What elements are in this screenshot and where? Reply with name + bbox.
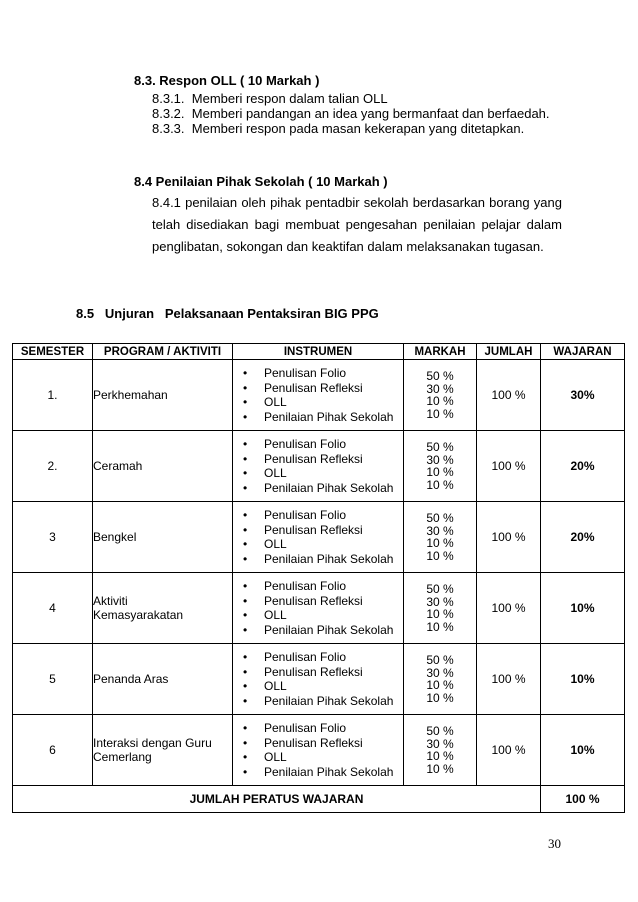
wajaran-cell: 30%	[541, 360, 625, 431]
table-row	[13, 573, 625, 644]
jumlah-cell: 100 %	[477, 644, 541, 715]
paragraph-line: 8.4.1 penilaian oleh pihak pentadbir sekolah berdasarkan borang yang	[152, 195, 562, 210]
bullet-icon: •	[243, 622, 248, 637]
paragraph-line: penglibatan, sokongan dan keaktifan dalam melaksanakan tugasan.	[152, 239, 544, 254]
header-semester: SEMESTER	[13, 344, 93, 360]
instrumen-item: • Penulisan Refleksi	[243, 735, 363, 750]
bullet-icon: •	[243, 537, 248, 551]
bullet-icon: •	[243, 366, 248, 380]
wajaran-cell: 10%	[541, 573, 625, 644]
program-line: Cemerlang	[93, 750, 152, 764]
section-8-4-title: 8.4 Penilaian Pihak Sekolah ( 10 Markah )	[134, 174, 388, 189]
header-jumlah: JUMLAH	[477, 344, 541, 360]
bullet-icon: •	[243, 650, 248, 664]
semester-cell: 2.	[13, 431, 93, 502]
program-cell: Penanda Aras	[93, 644, 233, 715]
markah-value: 50 %	[426, 582, 454, 596]
jumlah-cell: 100 %	[477, 360, 541, 431]
instrumen-item: • Penilaian Pihak Sekolah	[243, 622, 394, 637]
wajaran-cell: 10%	[541, 644, 625, 715]
instrumen-item: • Penilaian Pihak Sekolah	[243, 764, 394, 779]
list-item	[152, 91, 388, 106]
bullet-icon: •	[243, 608, 248, 622]
instrumen-item: • Penulisan Folio	[243, 650, 347, 664]
markah-value: 10 %	[426, 690, 454, 705]
table-row	[13, 644, 625, 715]
markah-value: 10 %	[426, 548, 454, 563]
header-program: PROGRAM / AKTIVITI	[93, 344, 233, 360]
markah-cell	[404, 644, 477, 715]
program-cell: Ceramah	[93, 431, 233, 502]
program-cell: Bengkel	[93, 502, 233, 573]
section-8-5-title: 8.5 Unjuran Pelaksanaan Pentaksiran BIG PPG	[76, 306, 379, 321]
table-footer-row	[13, 786, 625, 813]
instrumen-item: • OLL	[243, 537, 287, 551]
wajaran-cell: 20%	[541, 502, 625, 573]
header-wajaran: WAJARAN	[541, 344, 625, 360]
instrumen-item: • OLL	[243, 750, 287, 764]
header-markah: MARKAH	[404, 344, 477, 360]
instrumen-cell	[233, 644, 404, 715]
markah-value: 10 %	[426, 619, 454, 634]
program-cell	[93, 573, 233, 644]
semester-cell: 4	[13, 573, 93, 644]
footer-label: JUMLAH PERATUS WAJARAN	[13, 786, 541, 813]
markah-value: 10 %	[426, 678, 454, 692]
program-cell: Perkhemahan	[93, 360, 233, 431]
bullet-icon: •	[243, 764, 248, 779]
item-text: Memberi pandangan an idea yang bermanfaat dan berfaedah.	[191, 106, 550, 121]
instrumen-cell	[233, 715, 404, 786]
program-cell	[93, 715, 233, 786]
markah-value: 10 %	[426, 536, 454, 550]
instrumen-cell	[233, 573, 404, 644]
program-line: Kemasyarakatan	[93, 608, 184, 622]
item-number: 8.3.2.	[152, 106, 185, 121]
markah-value: 50 %	[426, 511, 454, 525]
instrumen-item: • OLL	[243, 679, 287, 693]
markah-value: 10 %	[426, 761, 454, 776]
markah-value: 10 %	[426, 394, 454, 408]
bullet-icon: •	[243, 466, 248, 480]
markah-value: 30 %	[426, 523, 454, 538]
table-row	[13, 715, 625, 786]
bullet-icon: •	[243, 679, 248, 693]
jumlah-cell: 100 %	[477, 573, 541, 644]
item-text: Memberi respon pada masan kekerapan yang ditetapkan.	[191, 121, 525, 136]
instrumen-item: • Penulisan Refleksi	[243, 522, 363, 537]
markah-cell	[404, 715, 477, 786]
jumlah-cell: 100 %	[477, 502, 541, 573]
instrumen-item: • Penilaian Pihak Sekolah	[243, 693, 394, 708]
bullet-icon: •	[243, 664, 248, 679]
bullet-icon: •	[243, 522, 248, 537]
semester-cell: 3	[13, 502, 93, 573]
bullet-icon: •	[243, 409, 248, 424]
markah-value: 50 %	[426, 440, 454, 454]
instrumen-item: • Penulisan Folio	[243, 508, 347, 522]
table-row	[13, 502, 625, 573]
markah-value: 30 %	[426, 594, 454, 609]
markah-value: 10 %	[426, 465, 454, 479]
markah-cell	[404, 573, 477, 644]
markah-value: 30 %	[426, 452, 454, 467]
instrumen-item: • Penulisan Refleksi	[243, 451, 363, 466]
instrumen-item: • Penilaian Pihak Sekolah	[243, 551, 394, 566]
semester-cell: 6	[13, 715, 93, 786]
page-number: 30	[548, 836, 561, 851]
instrumen-item: • Penulisan Folio	[243, 721, 347, 735]
item-number: 8.3.3.	[152, 121, 185, 136]
item-number: 8.3.1.	[152, 91, 185, 106]
markah-value: 50 %	[426, 369, 454, 383]
program-line: Aktiviti	[93, 594, 128, 608]
table-row	[13, 431, 625, 502]
bullet-icon: •	[243, 480, 248, 495]
instrumen-item: • Penulisan Refleksi	[243, 664, 363, 679]
bullet-icon: •	[243, 451, 248, 466]
program-line: Interaksi dengan Guru	[93, 736, 212, 750]
instrumen-cell	[233, 431, 404, 502]
bullet-icon: •	[243, 551, 248, 566]
instrumen-item: • OLL	[243, 395, 287, 409]
item-text: Memberi respon dalam talian OLL	[191, 91, 388, 106]
section-8-3-title: 8.3. Respon OLL ( 10 Markah )	[134, 73, 320, 88]
footer-total: 100 %	[541, 786, 625, 813]
bullet-icon: •	[243, 693, 248, 708]
markah-value: 30 %	[426, 381, 454, 396]
jumlah-cell: 100 %	[477, 715, 541, 786]
bullet-icon: •	[243, 395, 248, 409]
section-8-4-paragraph	[152, 192, 562, 258]
instrumen-cell	[233, 502, 404, 573]
instrumen-cell	[233, 360, 404, 431]
instrumen-item: • Penulisan Refleksi	[243, 593, 363, 608]
bullet-icon: •	[243, 508, 248, 522]
assessment-table	[12, 343, 625, 813]
markah-value: 30 %	[426, 665, 454, 680]
table-row	[13, 360, 625, 431]
header-instrumen: INSTRUMEN	[233, 344, 404, 360]
instrumen-item: • Penulisan Folio	[243, 437, 347, 451]
instrumen-item: • Penilaian Pihak Sekolah	[243, 480, 394, 495]
instrumen-item: • Penilaian Pihak Sekolah	[243, 409, 394, 424]
markah-value: 10 %	[426, 607, 454, 621]
semester-cell: 5	[13, 644, 93, 715]
wajaran-cell: 10%	[541, 715, 625, 786]
markah-value: 10 %	[426, 477, 454, 492]
markah-value: 10 %	[426, 749, 454, 763]
instrumen-item: • Penulisan Folio	[243, 366, 347, 380]
bullet-icon: •	[243, 593, 248, 608]
bullet-icon: •	[243, 750, 248, 764]
instrumen-item: • Penulisan Refleksi	[243, 380, 363, 395]
wajaran-cell: 20%	[541, 431, 625, 502]
list-item	[152, 121, 524, 136]
instrumen-item: • OLL	[243, 608, 287, 622]
jumlah-cell: 100 %	[477, 431, 541, 502]
bullet-icon: •	[243, 380, 248, 395]
bullet-icon: •	[243, 721, 248, 735]
instrumen-item: • Penulisan Folio	[243, 579, 347, 593]
markah-value: 10 %	[426, 406, 454, 421]
markah-cell	[404, 360, 477, 431]
semester-cell: 1.	[13, 360, 93, 431]
markah-value: 50 %	[426, 653, 454, 667]
markah-cell	[404, 502, 477, 573]
markah-value: 30 %	[426, 736, 454, 751]
instrumen-item: • OLL	[243, 466, 287, 480]
markah-value: 50 %	[426, 724, 454, 738]
table-header-row	[13, 344, 625, 360]
bullet-icon: •	[243, 579, 248, 593]
bullet-icon: •	[243, 735, 248, 750]
paragraph-line: telah disediakan bagi membuat pengesahan penilaian pelajar dalam	[152, 217, 562, 232]
list-item	[152, 106, 550, 121]
markah-cell	[404, 431, 477, 502]
bullet-icon: •	[243, 437, 248, 451]
